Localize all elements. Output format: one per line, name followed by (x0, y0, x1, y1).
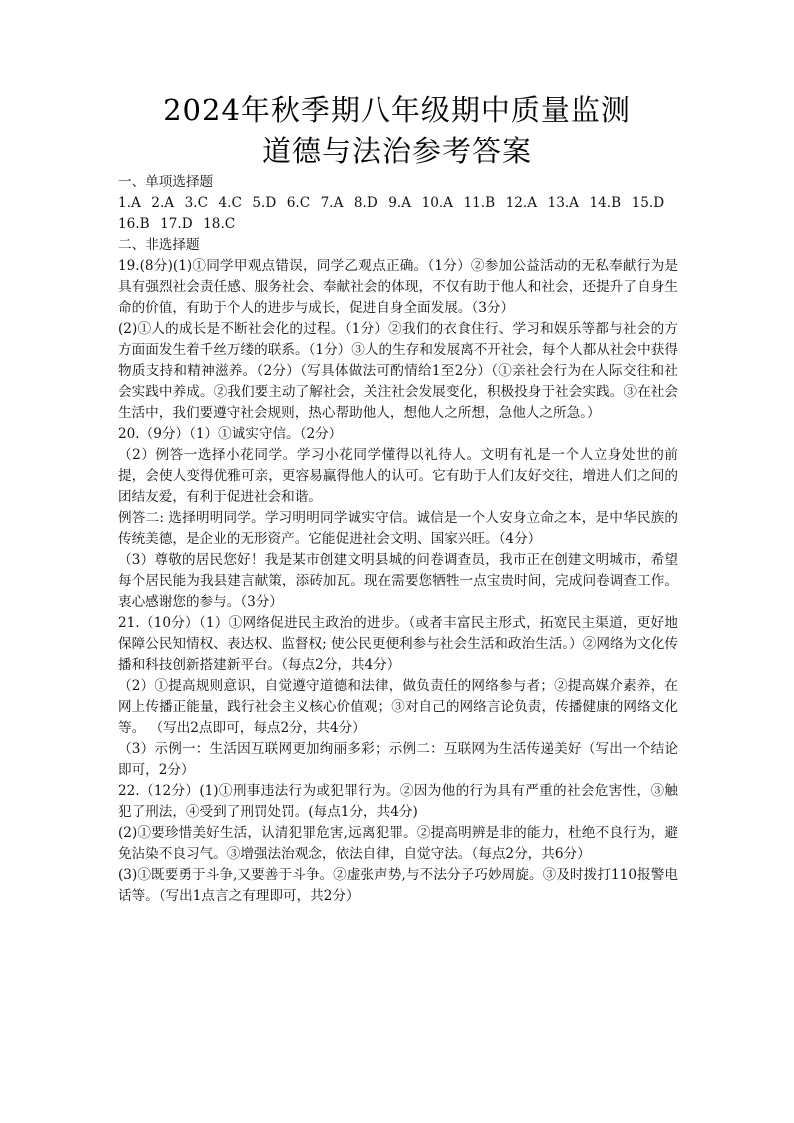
choice-answer: 13.A (547, 195, 579, 211)
choice-answer: 17.D (160, 216, 193, 232)
answer-paragraph: （2）例答一选择小花同学。学习小花同学懂得以礼待人。文明有礼是一个人立身处世的前提，会使人变得优雅可亲，更容易赢得他人的认可。它有助于人们友好交往，增进人们之间的团结友爱，有利于促进社会和谐。 (118, 447, 678, 505)
page-subtitle: 道德与法治参考答案 (261, 134, 532, 168)
choice-answer: 11.B (463, 195, 496, 211)
answer-paragraph: （3）尊敬的居民您好！我是某市创建文明县城的问卷调查员，我市正在创建文明城市，希望每个居民能为我县建言献策，添砖加瓦。现在需要您牺牲一点宝贵时间，完成问卷调查工作。衷心感谢您的参与。（3分） (118, 552, 678, 610)
page-title: 2024年秋季期八年级期中质量监测 (163, 93, 631, 127)
section-heading-single-choice: 一、单项选择题 (118, 174, 214, 190)
choice-answer: 1.A (118, 195, 141, 211)
choice-answer: 18.C (203, 216, 236, 232)
answer-paragraph: (2)①要珍惜美好生活，认清犯罪危害,远离犯罪。②提高明辨是非的能力，杜绝不良行为，避免沾染不良习气。③增强法治观念，依法自律，自觉守法。（每点2分，共6分） (118, 825, 678, 862)
answer-paragraph: 21.（10分）（1）①网络促进民主政治的进步。（或者丰富民主形式，拓宽民主渠道，更好地保障公民知情权、表达权、监督权; 使公民更便利参与社会生活和政治生活。）②网络为文化传播和科技创新搭建新平台。（每点2分，共4分） (118, 615, 678, 673)
choice-answers-row-2 (118, 214, 678, 235)
choice-answer: 16.B (118, 216, 150, 232)
answer-paragraph: （3）示例一：生活因互联网更加绚丽多彩；示例二：互联网为生活传递美好（写出一个结论即可，2分） (118, 741, 678, 778)
choice-answer: 10.A (421, 195, 453, 211)
answer-paragraph: (2)①人的成长是不断社会化的过程。（1分）②我们的衣食住行、学习和娱乐等都与社会的方方面面发生着千丝万缕的联系。（1分）③人的生存和发展离不开社会，每个人都从社会中获得物质支持和精神滋养。（2分）（写具体做法可酌情给1至2分）（①亲社会行为在人际交往和社会实践中养成。②我们要主动了解社会，关注社会发展变化，积极投身于社会实践。③在社会生活中，我们要遵守社会规则，热心帮助他人，想他人之所想，急他人之所急。） (118, 321, 678, 421)
choice-answer: 3.C (184, 195, 208, 211)
answer-paragraph: (3)①既要勇于斗争,又要善于斗争。②虚张声势,与不法分子巧妙周旋。③及时拨打110报警电话等。（写出1点言之有理即可，共2分） (118, 867, 678, 904)
choice-answer: 8.D (353, 195, 378, 211)
answer-paragraph: 20.（9分）（1）①诚实守信。（2分） (118, 426, 343, 442)
section-heading-non-choice: 二、非选择题 (118, 237, 200, 253)
answer-paragraph: （2）①提高规则意识，自觉遵守道德和法律，做负责任的网络参与者；②提高媒介素养，在网上传播正能量，践行社会主义核心价值观；③对自己的网络言论负责，传播健康的网络文化等。 （写出2点即可，每点2分，共4分） (118, 678, 678, 736)
answer-paragraph: 例答二: 选择明明同学。学习明明同学诚实守信。诚信是一个人安身立命之本，是中华民族的传统美德，是企业的无形资产。它能促进社会文明、国家兴旺。（4分） (118, 510, 678, 547)
answer-paragraph: 22.（12分）(1)①刑事违法行为或犯罪行为。②因为他的行为具有严重的社会危害性，③触犯了刑法，④受到了刑罚处罚。(每点1分，共4分) (118, 783, 678, 820)
choice-answer: 12.A (505, 195, 538, 211)
choice-answer: 4.C (218, 195, 242, 211)
answer-content (118, 172, 678, 907)
choice-answer: 6.C (286, 195, 311, 211)
choice-answers-row-1 (118, 193, 678, 214)
choice-answer: 7.A (320, 195, 344, 211)
choice-answer: 14.B (589, 195, 622, 211)
choice-answer: 5.D (252, 195, 277, 211)
choice-answer: 2.A (151, 195, 175, 211)
choice-answer: 15.D (631, 195, 665, 211)
answer-paragraph: 19.(8分)(1)①同学甲观点错误，同学乙观点正确。（1分）②参加公益活动的无私奉献行为是具有强烈社会责任感、服务社会、奉献社会的体现，不仅有助于他人和社会，还提升了自身生命的价值，有助于个人的进步与成长，促进自身全面发展。（3分） (118, 258, 678, 316)
choice-answer: 9.A (388, 195, 412, 211)
